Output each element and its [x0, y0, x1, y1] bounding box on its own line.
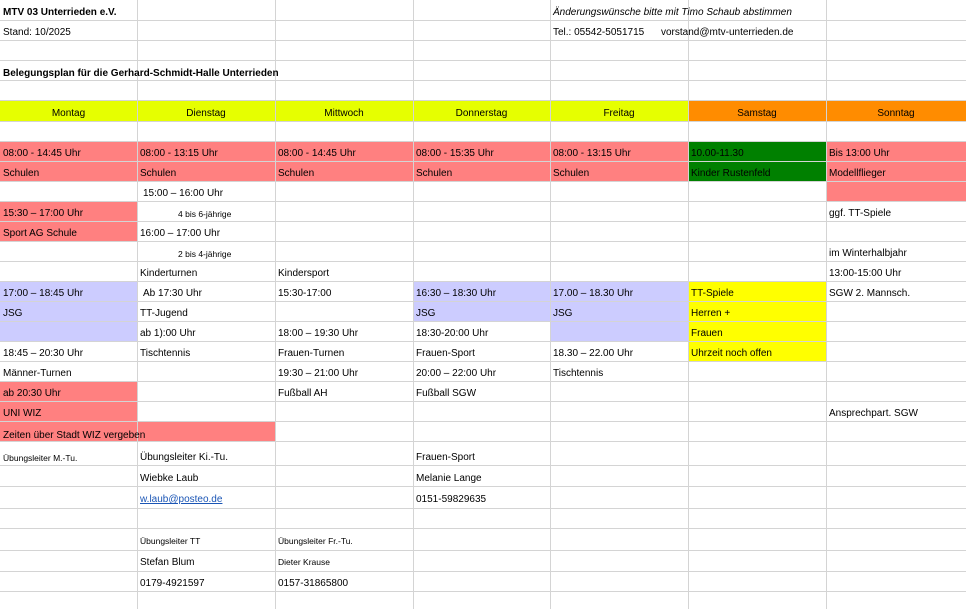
- sun-tt-spiele: ggf. TT-Spiele: [829, 208, 892, 219]
- thu-schulen-time: 08:00 - 15:35 Uhr: [416, 148, 494, 159]
- thu-sgw-time: 20:00 – 22:00 Uhr: [416, 368, 497, 379]
- day-header-monday: Montag: [51, 108, 86, 119]
- thu-schulen: Schulen: [416, 168, 453, 179]
- sun-red-fill: [826, 181, 966, 201]
- tue-t1-group: 4 bis 6-jährige: [178, 209, 232, 219]
- tue-leiter-tt: Übungsleiter TT: [140, 536, 201, 546]
- mon-uebungsleiter: Übungsleiter M.-Tu.: [3, 453, 78, 463]
- tue-t2-group: 2 bis 4-jährige: [178, 249, 232, 259]
- mon-jsg: JSG: [3, 308, 23, 319]
- thu-jsg: JSG: [416, 308, 436, 319]
- page-title: Belegungsplan für die Gerhard-Schmidt-Halle Unterrieden: [3, 68, 279, 79]
- sun-winter-time: 13:00-15:00 Uhr: [829, 268, 902, 279]
- tue-tt-phone: 0179-4921597: [140, 578, 205, 589]
- day-header-saturday: Samstag: [737, 108, 777, 119]
- sat-herren: Herren +: [691, 308, 731, 319]
- fri-tt-time: 18.30 – 22.00 Uhr: [553, 348, 634, 359]
- club-name: MTV 03 Unterrieden e.V.: [3, 7, 117, 18]
- mon-uniwiz: UNI WIZ: [3, 408, 42, 419]
- wed-fussball-ah: Fußball AH: [278, 388, 328, 399]
- fri-schulen-time: 08:00 - 13:15 Uhr: [553, 148, 631, 159]
- thu-jsg-time: 16:30 – 18:30 Uhr: [416, 288, 497, 299]
- sun-winter: im Winterhalbjahr: [829, 248, 907, 259]
- day-header-friday: Freitag: [603, 108, 635, 119]
- wed-ft-time: 18:00 – 19:30 Uhr: [278, 328, 359, 339]
- thu-fs-time: 18:30-20:00 Uhr: [416, 328, 489, 339]
- thu-contact-group: Frauen-Sport: [416, 452, 475, 463]
- tue-tt-jugend: TT-Jugend: [140, 308, 188, 319]
- wed-frauen-turnen: Frauen-Turnen: [278, 348, 345, 359]
- wed-kindersport: Kindersport: [278, 268, 330, 279]
- sun-sgw: SGW 2. Mannsch.: [829, 288, 911, 299]
- mon-sport-ag-time: 15:30 – 17:00 Uhr: [3, 208, 84, 219]
- day-header-thursday: Donnerstag: [455, 108, 508, 119]
- wed-leiter-phone: 0157-31865800: [278, 578, 349, 589]
- tue-tt2-time: ab 1):00 Uhr: [140, 328, 196, 339]
- tue-schulen-time: 08:00 - 13:15 Uhr: [140, 148, 218, 159]
- contact-phone: Tel.: 05542-5051715: [553, 27, 645, 38]
- wed-schulen-time: 08:00 - 14:45 Uhr: [278, 148, 356, 159]
- tue-t2: 16:00 – 17:00 Uhr: [140, 228, 221, 239]
- mon-maenner: Männer-Turnen: [3, 368, 72, 379]
- tue-tt-time: Ab 17:30 Uhr: [143, 288, 202, 299]
- stadt-note: Zeiten über Stadt WIZ vergeben: [3, 430, 146, 441]
- sat-rf-time: 10.00-11.30: [691, 148, 744, 159]
- sat-uhrzeit: Uhrzeit noch offen: [691, 348, 772, 359]
- mon-sport-ag: Sport AG Schule: [3, 228, 77, 239]
- sun-mf-time: Bis 13:00 Uhr: [829, 148, 890, 159]
- day-header-sunday: Sonntag: [877, 108, 915, 119]
- tue-tt-name: Stefan Blum: [140, 557, 195, 568]
- mon-schulen-time: 08:00 - 14:45 Uhr: [3, 148, 81, 159]
- mon-maenner-time: 18:45 – 20:30 Uhr: [3, 348, 84, 359]
- thu-frauen-sport: Frauen-Sport: [416, 348, 475, 359]
- sat-tt-spiele: TT-Spiele: [691, 288, 734, 299]
- tue-t1: 15:00 – 16:00 Uhr: [143, 188, 224, 199]
- tue-leiter-kitu: Übungsleiter Ki.-Tu.: [140, 452, 228, 463]
- fri-jsg-time: 17.00 – 18.30 Uhr: [553, 288, 634, 299]
- wed-ks-time: 15:30-17:00: [278, 288, 332, 299]
- tue-tischtennis: Tischtennis: [140, 348, 191, 359]
- change-notice: Änderungswünsche bitte mit Timo Schaub abstimmen: [553, 7, 792, 18]
- day-header-tuesday: Dienstag: [186, 108, 226, 119]
- sun-ansprech: Ansprechpart. SGW: [829, 408, 918, 419]
- thu-contact-phone: 0151-59829635: [416, 494, 487, 505]
- fri-tischtennis: Tischtennis: [553, 368, 604, 379]
- tue-kinderturnen: Kinderturnen: [140, 268, 198, 279]
- thu-contact-name: Melanie Lange: [416, 473, 482, 484]
- tue-leiter-email-link[interactable]: w.laub@posteo.de: [140, 494, 223, 505]
- wed-leiter-name: Dieter Krause: [278, 557, 330, 567]
- day-header-wednesday: Mittwoch: [324, 108, 364, 119]
- stand-date: Stand: 10/2025: [3, 27, 71, 38]
- tue-schulen: Schulen: [140, 168, 177, 179]
- wed-leiter-frtu: Übungsleiter Fr.-Tu.: [278, 536, 353, 546]
- thu-fussball-sgw: Fußball SGW: [416, 388, 477, 399]
- sat-rf: Kinder Rustenfeld: [691, 168, 771, 179]
- contact-email[interactable]: vorstand@mtv-unterrieden.de: [661, 27, 794, 38]
- wed-schulen: Schulen: [278, 168, 315, 179]
- fri-schulen: Schulen: [553, 168, 590, 179]
- tue-leiter-name: Wiebke Laub: [140, 473, 199, 484]
- fri-jsg: JSG: [553, 308, 573, 319]
- wed-ah-time: 19:30 – 21:00 Uhr: [278, 368, 359, 379]
- mon-schulen: Schulen: [3, 168, 40, 179]
- sun-modellflieger: Modellflieger: [829, 168, 886, 179]
- mon-jsg-time: 17:00 – 18:45 Uhr: [3, 288, 84, 299]
- mon-uniwiz-time: ab 20:30 Uhr: [3, 388, 61, 399]
- sat-frauen: Frauen: [691, 328, 723, 339]
